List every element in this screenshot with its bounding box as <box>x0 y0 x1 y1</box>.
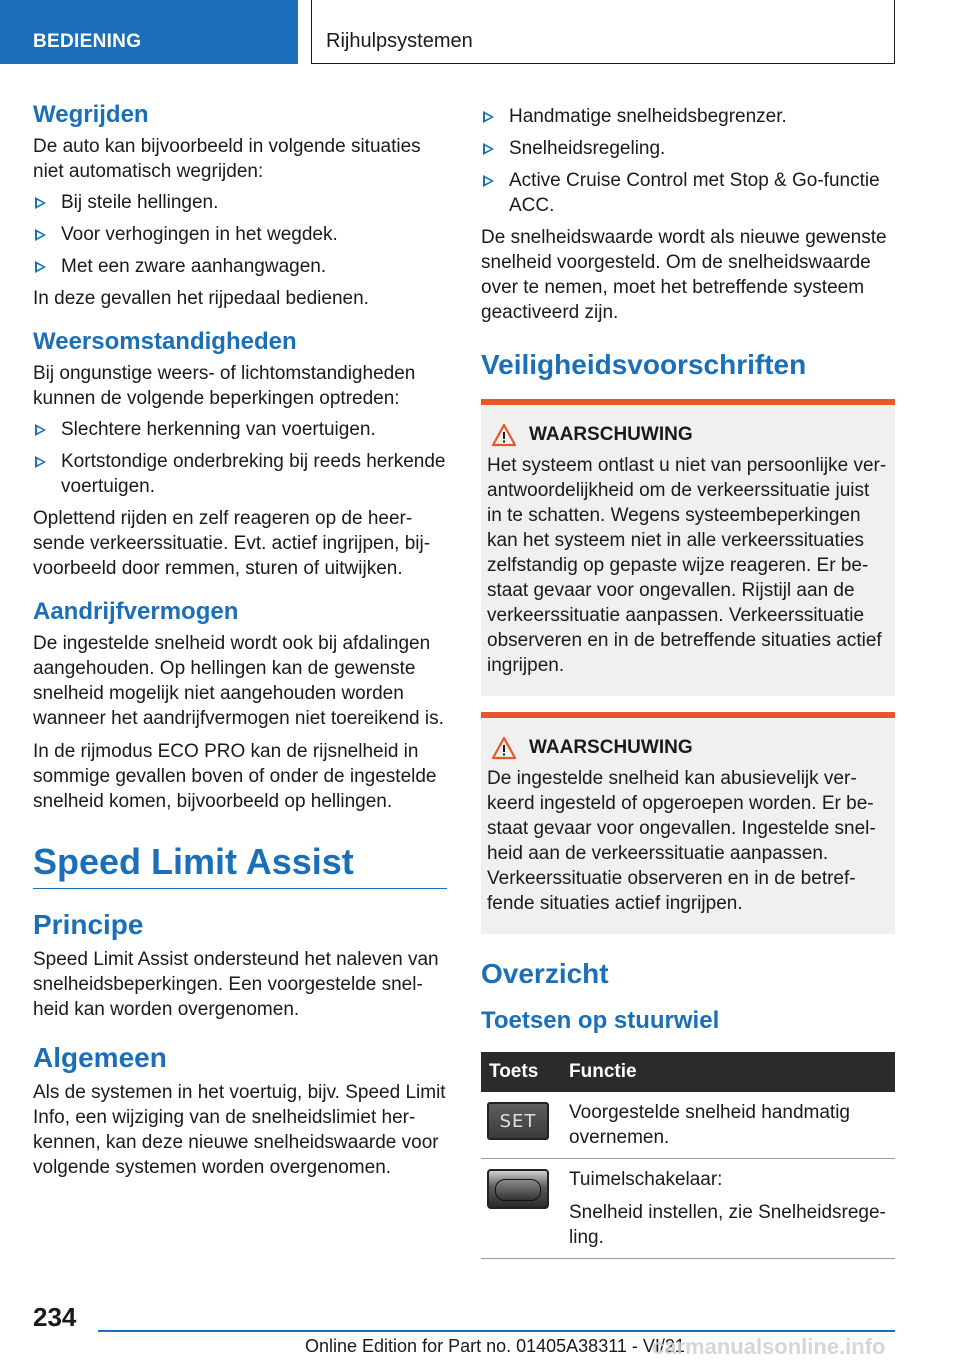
right-column <box>481 100 895 1259</box>
list-item: Kortstondige onderbreking bij reeds herkende voertuigen. <box>33 449 447 499</box>
function-cell: Voorgestelde snelheid handmatig overnemen. <box>561 1092 895 1159</box>
key-cell <box>481 1092 561 1159</box>
set-button-icon: SET <box>487 1102 549 1140</box>
list-item: Met een zware aanhangwagen. <box>33 254 447 279</box>
bullet-list <box>33 190 447 279</box>
edition-text: Online Edition for Part no. 01405A38311 - VI/21 <box>305 1336 685 1356</box>
triangle-bullet-icon <box>483 111 494 123</box>
heading-overzicht: Overzicht <box>481 958 609 989</box>
left-column <box>33 100 447 1180</box>
list-item: Snelheidsregeling. <box>481 136 895 161</box>
section-label: BEDIENING <box>33 31 142 52</box>
warning-triangle-icon <box>491 423 517 447</box>
chapter-title: Rijhulpsystemen <box>326 30 473 52</box>
heading-speed-limit-assist: Speed Limit Assist <box>33 840 447 889</box>
table-row <box>481 1159 895 1259</box>
warning-label: WAARSCHUWING <box>529 737 693 758</box>
list-item: Bij steile hellingen. <box>33 190 447 215</box>
triangle-bullet-icon <box>35 261 46 273</box>
bullet-list <box>33 417 447 499</box>
heading-principe: Principe <box>33 909 144 940</box>
function-cell <box>561 1159 895 1259</box>
list-item: Voor verhogingen in het wegdek. <box>33 222 447 247</box>
triangle-bullet-icon <box>35 229 46 241</box>
warning-text: Het systeem ontlast u niet van persoonlijke verantwoordelijkheid om de verkeerssituatie juist in te schatten. Wegens systeembeperkingen kan het systeem niet in alle verkeerssituaties zelfstandig op gepaste wijze reageren. Er bestaat gevaar voor ongevallen. Rijstijl aan de verkeerssituatie aanpassen. Verkeerssituatie observeren en in de betreffende situaties actief ingrijpen. <box>487 455 887 676</box>
paragraph: De ingestelde snelheid wordt ook bij afdalingen aangehouden. Op hellingen kan de gewenste snelheid mogelijk niet aangehouden worden wanneer het aandrijfvermogen niet toereikend is. <box>33 633 444 729</box>
list-item: Active Cruise Control met Stop & Go-functie ACC. <box>481 168 895 218</box>
list-item: Slechtere herkenning van voertuigen. <box>33 417 447 442</box>
warning-header <box>487 423 887 447</box>
table-row <box>481 1092 895 1159</box>
chapter-header <box>311 0 895 64</box>
paragraph: Oplettend rijden en zelf reageren op de heersende verkeerssituatie. Evt. actief ingrijpen, bijvoorbeeld door remmen, sturen of uitwijken. <box>33 508 431 579</box>
triangle-bullet-icon <box>483 175 494 187</box>
paragraph: De snelheidswaarde wordt als nieuwe gewenste snelheid voorgesteld. Om de snelheidswaarde over te nemen, moet het betreffende systeem geactiveerd zijn. <box>481 227 887 323</box>
heading-veiligheidsvoorschriften: Veiligheidsvoorschriften <box>481 349 807 380</box>
column-header-toets: Toets <box>481 1052 561 1092</box>
list-item: Handmatige snelheidsbegrenzer. <box>481 104 895 129</box>
warning-label: WAARSCHUWING <box>529 424 693 445</box>
heading-toetsen-op-stuurwiel: Toetsen op stuurwiel <box>481 1007 720 1034</box>
paragraph: In de rijmodus ECO PRO kan de rijsnelheid in sommige gevallen boven of onder de ingestelde snelheid komen, bijvoorbeeld op hellingen. <box>33 741 437 812</box>
heading-algemeen: Algemeen <box>33 1042 167 1073</box>
bullet-list <box>481 104 895 218</box>
warning-box <box>481 712 895 934</box>
heading-wegrijden: Wegrijden <box>33 101 149 128</box>
buttons-table <box>481 1052 895 1259</box>
function-text: Snelheid instellen, zie Snelheidsregeling. <box>569 1202 886 1248</box>
triangle-bullet-icon <box>35 456 46 468</box>
page-number: 234 <box>33 1302 77 1332</box>
warning-box <box>481 399 895 696</box>
footer-divider <box>98 1330 895 1332</box>
watermark: carmanualsonline.info <box>652 1334 886 1359</box>
warning-header <box>487 736 887 760</box>
paragraph: In deze gevallen het rijpedaal bedienen. <box>33 288 369 309</box>
heading-weersomstandigheden: Weersomstandigheden <box>33 328 297 355</box>
column-header-functie: Functie <box>561 1052 895 1092</box>
paragraph: De auto kan bijvoorbeeld in volgende situaties niet automatisch wegrijden: <box>33 136 421 182</box>
section-tab <box>0 0 298 64</box>
warning-text: De ingestelde snelheid kan abusievelijk verkeerd ingesteld of opgeroepen worden. Er bestaat gevaar voor ongevallen. Ingestelde snelheid aan de verkeerssituatie aanpassen. Verkeerssituatie observeren en in de betreffende situaties actief ingrijpen. <box>487 768 876 914</box>
paragraph: Als de systemen in het voertuig, bijv. Speed Limit Info, een wijziging van de snelheidslimiet herkennen, kan deze nieuwe snelheidswaarde voor volgende systemen worden overgenomen. <box>33 1082 446 1178</box>
table-header-row <box>481 1052 895 1092</box>
function-text: Tuimelschakelaar: <box>569 1169 723 1190</box>
triangle-bullet-icon <box>35 197 46 209</box>
heading-aandrijfvermogen: Aandrijfvermogen <box>33 598 239 625</box>
triangle-bullet-icon <box>35 424 46 436</box>
warning-triangle-icon <box>491 736 517 760</box>
paragraph: Speed Limit Assist ondersteund het naleven van snelheidsbeperkingen. Een voorgestelde snelheid kan worden overgenomen. <box>33 949 439 1020</box>
rocker-switch-icon <box>487 1169 549 1209</box>
key-cell <box>481 1159 561 1259</box>
triangle-bullet-icon <box>483 143 494 155</box>
paragraph: Bij ongunstige weers- of lichtomstandigheden kunnen de volgende beperkingen optreden: <box>33 363 416 409</box>
